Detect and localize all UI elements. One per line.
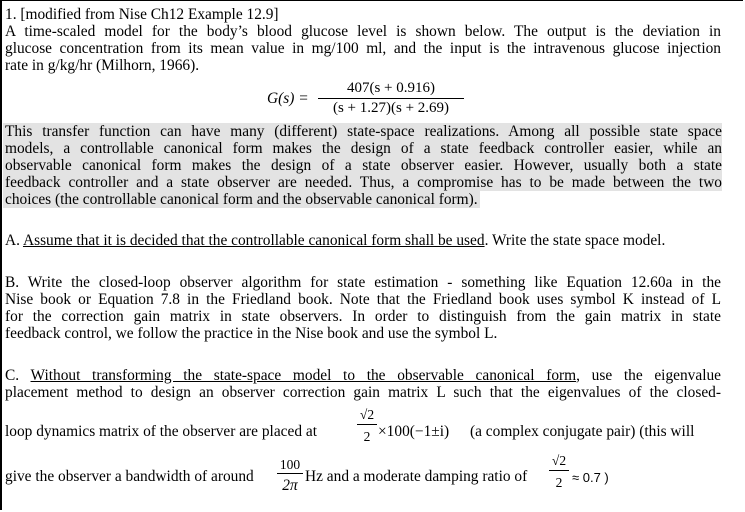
highlight-line-3: observable canonical form makes the design of a state observer easier. However, usually both a state <box>5 157 722 174</box>
part-b-line-3: for the correction gain matrix in state observers. In order to distinguish from the gain matrix in state <box>5 308 721 325</box>
part-b-line-1: B. Write the closed-loop observer algorithm for state estimation - something like Equation 12.60a in the <box>5 274 721 291</box>
equation-denominator: (s + 1.27)(s + 2.69) <box>332 100 450 116</box>
part-c-line-4-text: give the observer a bandwidth of around <box>5 468 254 485</box>
part-b-line-4: feedback control, we follow the practice in the Nise book and use the symbol L. <box>5 325 498 342</box>
fraction-bar-2 <box>277 473 303 474</box>
sqrt2-numerator: √2 <box>359 407 375 422</box>
intro-line-2: glucose concentration from its mean value in mg/100 ml, and the input is the intravenous glucose injection <box>5 40 721 57</box>
highlight-line-2: models, a controllable canonical form makes the design of a state feedback controller easier, while an <box>5 140 722 157</box>
part-c-underlined: Without transforming the state-space model to the observable canonical form <box>30 367 577 384</box>
highlight-line-4: feedback controller and a state observer are needed. Thus, a compromise has to be made between the two <box>5 174 722 191</box>
eigenvalue-expression: ×100(−1±i) <box>378 423 450 440</box>
part-c-line-3-rest: (a complex conjugate pair) (this will <box>470 423 695 440</box>
part-a <box>5 232 665 249</box>
part-c-line-1 <box>5 367 721 384</box>
part-c-prefix: C. <box>5 367 31 384</box>
part-c-line1-rest: , use the eigenvalue <box>576 367 722 384</box>
bandwidth-denominator: 2π <box>282 477 298 494</box>
intro-line-3: rate in g/kg/hr (Milhorn, 1966). <box>5 57 200 74</box>
two-denominator: 2 <box>363 429 371 444</box>
damping-approx: ≈ 0.7 ) <box>572 470 609 485</box>
fraction-bar-1 <box>357 424 377 425</box>
damping-denominator: 2 <box>555 475 563 490</box>
fraction-bar-3 <box>549 470 569 471</box>
highlight-line-1: This transfer function can have many (different) state-space realizations. Among all possible state space <box>5 123 722 140</box>
part-b-line-2: Nise book or Equation 7.8 in the Friedland book. Note that the Friedland book uses symbol K instead of L <box>5 291 721 308</box>
equation-fraction-bar <box>318 98 464 99</box>
intro-line-1: A time-scaled model for the body’s blood glucose level is shown below. The output is the deviation in <box>5 23 721 40</box>
equation-lhs: G(s) = <box>267 90 309 107</box>
part-a-prefix: A. <box>5 232 23 249</box>
equation-numerator: 407(s + 0.916) <box>346 80 436 96</box>
damping-numerator: √2 <box>551 453 567 468</box>
part-a-rest: . Write the state space model. <box>484 232 666 249</box>
part-c-line-2: placement method to design an observer correction gain matrix L such that the eigenvalues of the closed- <box>5 384 721 401</box>
bandwidth-numerator: 100 <box>279 457 301 472</box>
problem-header: 1. [modified from Nise Ch12 Example 12.9] <box>5 6 279 23</box>
highlight-line-5: choices (the controllable canonical form and the observable canonical form). <box>5 191 478 208</box>
part-a-underlined: Assume that it is decided that the controllable canonical form shall be used <box>22 232 485 249</box>
part-c-line-4-mid: Hz and a moderate damping ratio of <box>305 468 528 485</box>
part-c-line-3-text: loop dynamics matrix of the observer are placed at <box>5 423 317 440</box>
